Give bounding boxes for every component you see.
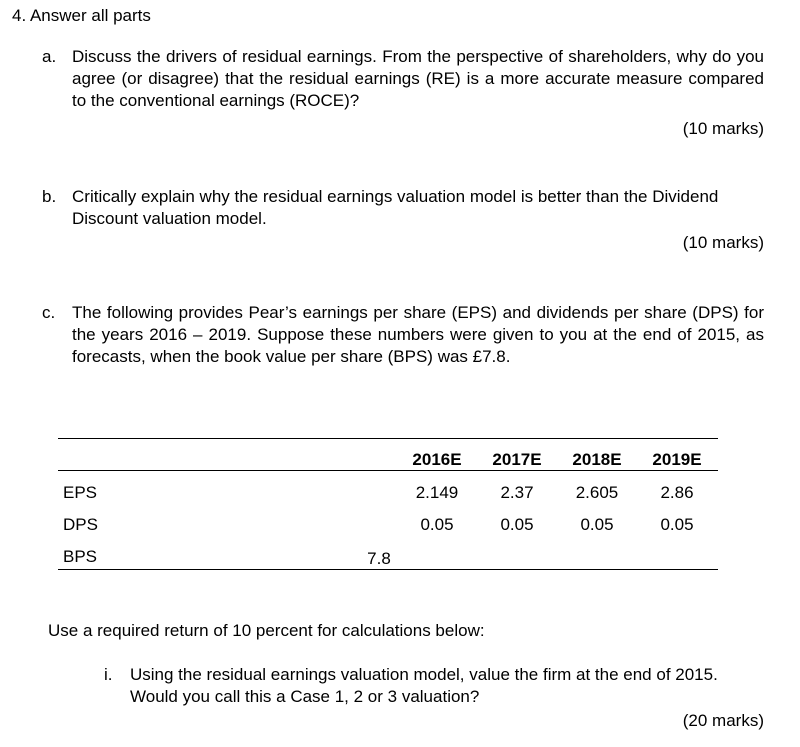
row-label-bps: BPS	[63, 547, 98, 566]
part-a-text: Discuss the drivers of residual earnings. From the perspective of shareholders, why do you agree (or disagree) that the residual earnings (RE) is a more accurate measure compared to the conventional earnings (ROCE)?	[72, 47, 764, 110]
part-c	[42, 302, 764, 368]
eps-2016e: 2.149	[415, 483, 459, 502]
row-label-dps: DPS	[63, 515, 98, 534]
question-heading: 4. Answer all parts	[12, 6, 151, 25]
instruction-text: Use a required return of 10 percent for calculations below:	[48, 621, 485, 640]
eps-2018e: 2.605	[575, 483, 619, 502]
subpart-i-numeral: i.	[104, 665, 113, 684]
part-b	[42, 186, 754, 230]
bps-2015: 7.8	[367, 549, 391, 568]
part-c-letter: c.	[42, 303, 56, 322]
part-a	[42, 46, 764, 112]
row-label-eps: EPS	[63, 483, 98, 502]
dps-2019e: 0.05	[660, 515, 694, 534]
part-a-marks: (10 marks)	[682, 119, 764, 138]
part-c-text: The following provides Pear’s earnings per share (EPS) and dividends per share (DPS) for the years 2016 – 2019. Suppose these numbers were given to you at the end of 2015, as forecasts, when the book value per share (BPS) was £7.8.	[72, 303, 764, 366]
table-bottom-rule	[58, 569, 718, 570]
header-2016e: 2016E	[412, 450, 462, 469]
subpart-i	[104, 664, 764, 708]
header-2017e: 2017E	[492, 450, 542, 469]
part-a-letter: a.	[42, 47, 57, 66]
table-header-rule	[58, 470, 718, 471]
header-2019e: 2019E	[652, 450, 702, 469]
header-2018e: 2018E	[572, 450, 622, 469]
eps-2017e: 2.37	[500, 483, 534, 502]
table-top-rule	[58, 438, 718, 439]
subpart-i-marks: (20 marks)	[682, 711, 764, 730]
part-b-marks: (10 marks)	[682, 233, 764, 252]
part-b-text: Critically explain why the residual earnings valuation model is better than the Dividend Discount valuation model.	[72, 187, 719, 228]
dps-2017e: 0.05	[500, 515, 534, 534]
part-b-letter: b.	[42, 187, 57, 206]
dps-2016e: 0.05	[420, 515, 454, 534]
eps-2019e: 2.86	[660, 483, 694, 502]
dps-2018e: 0.05	[580, 515, 614, 534]
subpart-i-text: Using the residual earnings valuation model, value the firm at the end of 2015. Would you call this a Case 1, 2 or 3 valuation?	[130, 665, 718, 706]
